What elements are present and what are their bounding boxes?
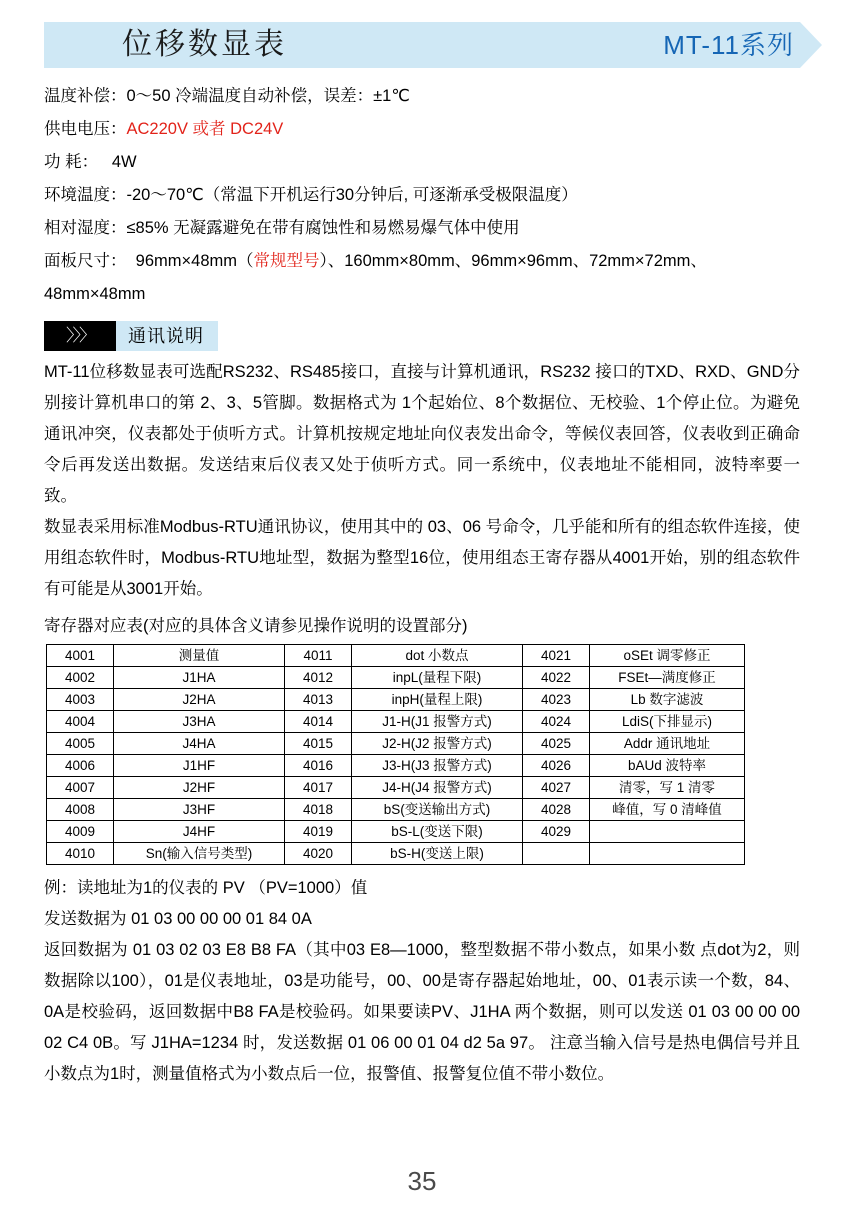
table-row [47,755,745,777]
cell-address-1: 4001 [47,645,114,667]
cell-desc-1: J1HA [114,667,285,689]
spec-row-temperature-compensation [44,80,800,113]
cell-desc-2: J2-H(J2 报警方式) [352,733,523,755]
cell-address-2: 4013 [285,689,352,711]
example-line-return-data: 返回数据为 01 03 02 03 E8 B8 FA（其中03 E8—1000，整型数据不带小数点，如果小数 点dot为2，则数据除以100），01是仪表地址，03是功能号，00、00是寄存器起始地址，00、01表示读一个数，84、0A是校验码，返回数据中B8 FA是校验码。如果要读PV、J1HA 两个数据，则可以发送 01 03 00 00 00 02 C4 0B。写 J1HA=1234 时，发送数据 01 06 00 01 04 d2 5a 97。 注意当输入信号是热电偶信号并且小数点为1时，测量值格式为小数点后一位，报警值、报警复位值不带小数位。 [44,941,800,1083]
example-block [44,873,800,1090]
table-row [47,667,745,689]
cell-desc-2: bS-L(变送下限) [352,821,523,843]
register-table-title: 寄存器对应表(对应的具体含义请参见操作说明的设置部分) [44,617,468,635]
cell-desc-2: dot 小数点 [352,645,523,667]
section-header-communication [44,321,236,353]
panel-size-rest: ）、160mm×80mm、96mm×96mm、72mm×72mm、48mm×48mm [44,252,707,303]
series-label: MT-11系列 [663,30,794,60]
cell-desc-2: inpH(量程上限) [352,689,523,711]
cell-address-1: 4005 [47,733,114,755]
spec-row-ambient-temperature [44,179,800,212]
cell-desc-3: 峰值，写 0 清峰值 [590,799,745,821]
cell-desc-1: J2HA [114,689,285,711]
table-row [47,733,745,755]
cell-desc-3: LdiS(下排显示) [590,711,745,733]
double-chevron-icon: 〉〉〉 [44,321,116,351]
cell-address-3: 4025 [523,733,590,755]
cell-address-1: 4003 [47,689,114,711]
cell-desc-2: J4-H(J4 报警方式) [352,777,523,799]
cell-address-3: 4024 [523,711,590,733]
cell-address-2: 4016 [285,755,352,777]
spec-label: 温度补偿： [44,87,127,105]
cell-desc-2: J1-H(J1 报警方式) [352,711,523,733]
cell-address-3: 4028 [523,799,590,821]
section-title: 通讯说明 [116,321,218,351]
page [0,22,844,1215]
paragraph-communication-overview: MT-11位移数显表可选配RS232、RS485接口，直接与计算机通讯，RS232 接口的TXD、RXD、GND分别接计算机串口的第 2、3、5管脚。数据格式为 1个起始位、8个数据位、无校验、1个停止位。为避免通讯冲突，仪表都处于侦听方式。计算机按规定地址向仪表发出命令，等候仪表回答，仪表收到正确命令后再发送出数据。发送结束后仪表又处于侦听方式。同一系统中，仪表地址不能相同，波特率要一致。 [44,363,800,505]
cell-address-1: 4007 [47,777,114,799]
spec-label: 功 耗： [44,153,99,171]
page-number: 35 [407,1166,437,1196]
cell-desc-2: inpL(量程下限) [352,667,523,689]
cell-address-3 [523,843,590,865]
cell-address-3: 4029 [523,821,590,843]
spec-value: -20～70℃（常温下开机运行30分钟后, 可逐渐承受极限温度） [126,186,578,204]
spec-value: ≤85% 无凝露避免在带有腐蚀性和易燃易爆气体中使用 [126,219,520,237]
table-row [47,821,745,843]
table-row [47,711,745,733]
cell-desc-1: Sn(输入信号类型) [114,843,285,865]
spec-label: 供电电压： [44,120,127,138]
spec-label: 环境温度： [44,186,127,204]
register-table [46,644,745,865]
cell-address-2: 4012 [285,667,352,689]
cell-desc-3: FSEt—满度修正 [590,667,745,689]
cell-address-1: 4009 [47,821,114,843]
table-row [47,645,745,667]
cell-address-3: 4023 [523,689,590,711]
cell-desc-3: bAUd 波特率 [590,755,745,777]
cell-address-2: 4011 [285,645,352,667]
cell-address-2: 4019 [285,821,352,843]
paragraph-modbus-protocol: 数显表采用标准Modbus-RTU通讯协议，使用其中的 03、06 号命令，几乎能和所有的组态软件连接，使用组态软件时，Modbus-RTU地址型，数据为整型16位，使用组态王寄存器从4001开始，别的组态软件有可能是从3001开始。 [44,518,800,598]
cell-address-3: 4026 [523,755,590,777]
spec-label: 相对湿度： [44,219,127,237]
cell-address-3: 4021 [523,645,590,667]
cell-desc-1: J2HF [114,777,285,799]
page-title: 位移数显表 [122,28,287,61]
cell-desc-1: J4HF [114,821,285,843]
spec-row-supply-voltage [44,113,800,146]
cell-desc-1: J4HA [114,733,285,755]
cell-desc-1: J1HF [114,755,285,777]
cell-desc-1: J3HF [114,799,285,821]
cell-desc-2: J3-H(J3 报警方式) [352,755,523,777]
spec-value: 0～50 冷端温度自动补偿，误差：±1℃ [126,87,410,105]
cell-address-2: 4015 [285,733,352,755]
cell-desc-2: bS-H(变送上限) [352,843,523,865]
spec-label: 面板尺寸： [44,252,127,270]
cell-desc-3: oSEt 调零修正 [590,645,745,667]
spec-value: 4W [111,153,137,171]
cell-desc-2: bS(变送输出方式) [352,799,523,821]
cell-desc-1: J3HA [114,711,285,733]
table-row [47,689,745,711]
panel-size-first: 96mm×48mm（ [135,252,254,270]
table-row [47,777,745,799]
cell-address-1: 4006 [47,755,114,777]
cell-address-1: 4004 [47,711,114,733]
cell-address-1: 4002 [47,667,114,689]
cell-desc-3 [590,821,745,843]
table-row [47,843,745,865]
cell-address-1: 4010 [47,843,114,865]
cell-desc-3: Addr 通讯地址 [590,733,745,755]
cell-address-3: 4022 [523,667,590,689]
cell-desc-3: 清零，写 1 清零 [590,777,745,799]
spec-row-panel-size [44,245,800,311]
cell-address-2: 4017 [285,777,352,799]
specifications-list [44,80,800,311]
cell-desc-1: 测量值 [114,645,285,667]
cell-desc-3: Lb 数字滤波 [590,689,745,711]
spec-row-power-consumption [44,146,800,179]
panel-size-highlight: 常规型号 [253,252,320,270]
cell-address-1: 4008 [47,799,114,821]
spec-row-relative-humidity [44,212,800,245]
cell-desc-3 [590,843,745,865]
spec-value: AC220V 或者 DC24V [126,120,284,138]
cell-address-2: 4020 [285,843,352,865]
cell-address-2: 4014 [285,711,352,733]
cell-address-3: 4027 [523,777,590,799]
cell-address-2: 4018 [285,799,352,821]
page-header [44,22,800,74]
example-line-read-address: 例：读地址为1的仪表的 PV （PV=1000）值 [44,879,368,897]
example-line-send-data: 发送数据为 01 03 00 00 00 01 84 0A [44,910,312,928]
table-row [47,799,745,821]
